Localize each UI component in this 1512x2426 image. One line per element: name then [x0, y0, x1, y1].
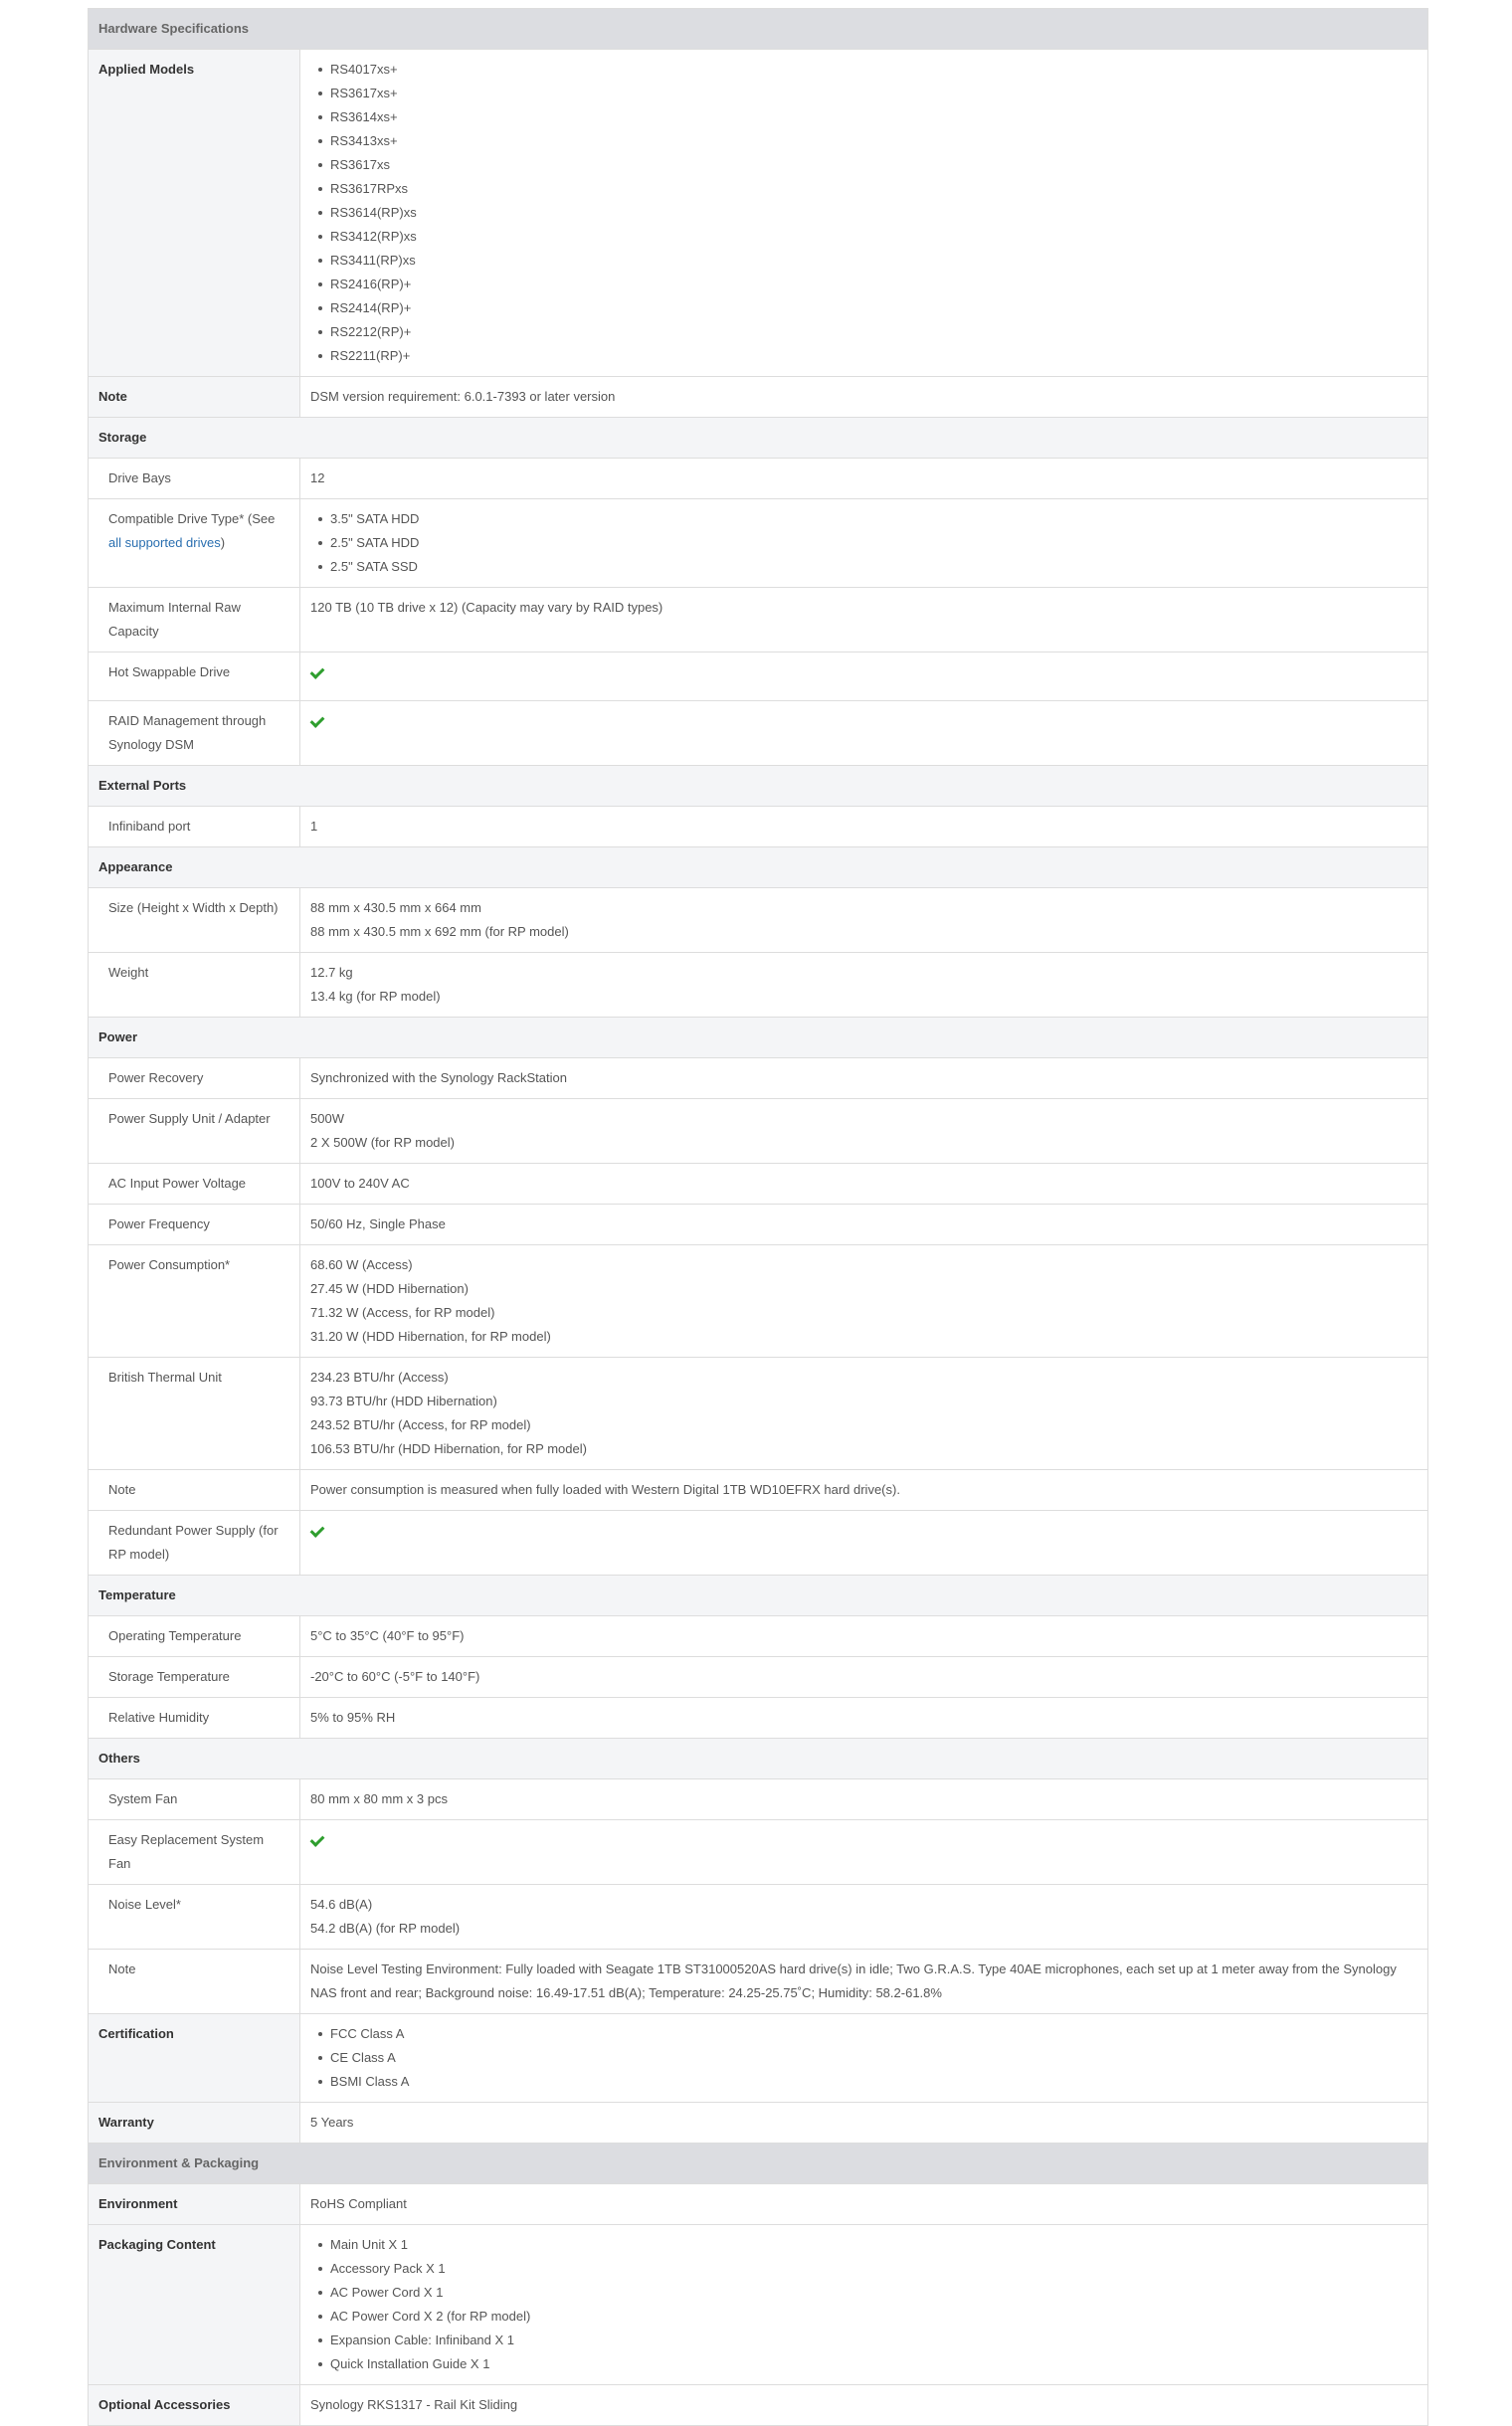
- spec-label: [89, 1698, 300, 1739]
- spec-label-text: Certification: [98, 2026, 174, 2041]
- spec-row-storage-temperature: [89, 1657, 1428, 1698]
- spec-label-text: Note: [98, 389, 127, 404]
- spec-label-text: Note: [108, 1961, 136, 1976]
- spec-value: [300, 1245, 1428, 1358]
- spec-value: [300, 1058, 1428, 1099]
- spec-row-easy-replacement-system-fan: [89, 1820, 1428, 1885]
- spec-label-text: Maximum Internal Raw Capacity: [108, 600, 241, 639]
- spec-value-line: Power consumption is measured when fully loaded with Western Digital 1TB WD10EFRX hard drive(s).: [310, 1482, 900, 1497]
- spec-value: [300, 459, 1428, 499]
- spec-value: [300, 1470, 1428, 1511]
- spec-value-line: 234.23 BTU/hr (Access): [310, 1370, 449, 1385]
- spec-row-operating-temperature: [89, 1616, 1428, 1657]
- spec-value: [300, 1950, 1428, 2014]
- spec-value-list: [310, 2022, 1418, 2094]
- spec-label: [89, 1779, 300, 1820]
- spec-value-line: 68.60 W (Access): [310, 1257, 413, 1272]
- spec-label-text: Drive Bays: [108, 470, 171, 485]
- spec-value-line: 243.52 BTU/hr (Access, for RP model): [310, 1417, 531, 1432]
- spec-label-text: System Fan: [108, 1791, 178, 1806]
- spec-value-line: 93.73 BTU/hr (HDD Hibernation): [310, 1394, 497, 1408]
- list-item: Accessory Pack X 1: [330, 2257, 1418, 2281]
- spec-value: [300, 1616, 1428, 1657]
- spec-row-infiniband-port: [89, 807, 1428, 847]
- spec-label: [89, 701, 300, 766]
- section-title: Environment & Packaging: [89, 2144, 1428, 2184]
- spec-label: [89, 1205, 300, 1245]
- spec-label: [89, 1099, 300, 1164]
- spec-value: [300, 1511, 1428, 1576]
- spec-label: [89, 588, 300, 653]
- spec-table-body: [89, 9, 1428, 2426]
- list-item: RS2416(RP)+: [330, 273, 1418, 296]
- list-item: 2.5" SATA SSD: [330, 555, 1418, 579]
- list-item: Quick Installation Guide X 1: [330, 2352, 1418, 2376]
- spec-label: [89, 953, 300, 1018]
- spec-value-list: [310, 2233, 1418, 2376]
- spec-value: [300, 1698, 1428, 1739]
- list-item: Expansion Cable: Infiniband X 1: [330, 2329, 1418, 2352]
- spec-label: [89, 2385, 300, 2426]
- spec-row-power-frequency: [89, 1205, 1428, 1245]
- spec-label-text: Noise Level*: [108, 1897, 181, 1912]
- spec-row-redundant-power-supply-for-rp-model: [89, 1511, 1428, 1576]
- spec-label-text: Storage Temperature: [108, 1669, 230, 1684]
- spec-value: [300, 1779, 1428, 1820]
- spec-label-text: Power Recovery: [108, 1070, 204, 1085]
- section-title: Appearance: [89, 847, 1428, 888]
- spec-label-text: Weight: [108, 965, 149, 980]
- spec-value: [300, 2385, 1428, 2426]
- spec-label: [89, 499, 300, 588]
- spec-label: [89, 459, 300, 499]
- spec-label: [89, 1657, 300, 1698]
- section-title: Temperature: [89, 1576, 1428, 1616]
- list-item: RS3614xs+: [330, 105, 1418, 129]
- section-title: Storage: [89, 418, 1428, 459]
- subsection-header-storage: [89, 418, 1428, 459]
- spec-row-power-supply-unit-adapter: [89, 1099, 1428, 1164]
- spec-label-text: Compatible Drive Type* (See: [108, 511, 276, 526]
- spec-label-text: Size (Height x Width x Depth): [108, 900, 279, 915]
- spec-value-list: [310, 507, 1418, 579]
- section-title: External Ports: [89, 766, 1428, 807]
- spec-value: [300, 1820, 1428, 1885]
- spec-value-line: 1: [310, 819, 318, 834]
- list-item: RS2212(RP)+: [330, 320, 1418, 344]
- list-item: RS3617RPxs: [330, 177, 1418, 201]
- spec-row-optional-accessories: [89, 2385, 1428, 2426]
- spec-row-hot-swappable-drive: [89, 653, 1428, 701]
- spec-value-line: 5°C to 35°C (40°F to 95°F): [310, 1628, 465, 1643]
- spec-value: [300, 888, 1428, 953]
- supported-drives-link[interactable]: all supported drives: [108, 535, 221, 550]
- checkmark-icon: [310, 660, 326, 684]
- spec-label: [89, 2103, 300, 2144]
- spec-row-power-recovery: [89, 1058, 1428, 1099]
- spec-value: [300, 588, 1428, 653]
- spec-value-line: 71.32 W (Access, for RP model): [310, 1305, 495, 1320]
- spec-value-line: 100V to 240V AC: [310, 1176, 410, 1191]
- spec-value-line: -20°C to 60°C (-5°F to 140°F): [310, 1669, 480, 1684]
- list-item: RS3614(RP)xs: [330, 201, 1418, 225]
- checkmark-icon: [310, 1828, 326, 1852]
- spec-label: [89, 1511, 300, 1576]
- list-item: BSMI Class A: [330, 2070, 1418, 2094]
- spec-label: [89, 653, 300, 701]
- spec-value: [300, 953, 1428, 1018]
- spec-row-size-height-x-width-x-depth: [89, 888, 1428, 953]
- spec-label-text: Redundant Power Supply (for RP model): [108, 1523, 279, 1562]
- list-item: 2.5" SATA HDD: [330, 531, 1418, 555]
- list-item: FCC Class A: [330, 2022, 1418, 2046]
- spec-label: [89, 1950, 300, 2014]
- spec-value: [300, 2225, 1428, 2385]
- spec-value-line: 12.7 kg: [310, 965, 353, 980]
- list-item: RS2211(RP)+: [330, 344, 1418, 368]
- spec-value: [300, 807, 1428, 847]
- spec-label: [89, 1616, 300, 1657]
- list-item: RS3412(RP)xs: [330, 225, 1418, 249]
- spec-value: [300, 1358, 1428, 1470]
- spec-row-system-fan: [89, 1779, 1428, 1820]
- spec-value: [300, 2103, 1428, 2144]
- spec-value-line: DSM version requirement: 6.0.1-7393 or later version: [310, 389, 616, 404]
- spec-value: [300, 1885, 1428, 1950]
- list-item: RS3411(RP)xs: [330, 249, 1418, 273]
- spec-row-maximum-internal-raw-capacity: [89, 588, 1428, 653]
- subsection-header-others: [89, 1739, 1428, 1779]
- spec-row-relative-humidity: [89, 1698, 1428, 1739]
- subsection-header-appearance: [89, 847, 1428, 888]
- spec-value-line: 54.2 dB(A) (for RP model): [310, 1921, 461, 1936]
- spec-value-line: 27.45 W (HDD Hibernation): [310, 1281, 469, 1296]
- list-item: CE Class A: [330, 2046, 1418, 2070]
- subsection-header-power: [89, 1018, 1428, 1058]
- list-item: AC Power Cord X 1: [330, 2281, 1418, 2305]
- spec-row-environment: [89, 2184, 1428, 2225]
- subsection-header-external-ports: [89, 766, 1428, 807]
- spec-label-text: Infiniband port: [108, 819, 191, 834]
- spec-value-line: 12: [310, 470, 325, 485]
- spec-label: [89, 888, 300, 953]
- spec-label-text: Warranty: [98, 2115, 154, 2130]
- spec-row-packaging-content: [89, 2225, 1428, 2385]
- spec-row-drive-bays: [89, 459, 1428, 499]
- checkmark-icon: [310, 709, 326, 733]
- spec-value-list: [310, 58, 1418, 368]
- list-item: Main Unit X 1: [330, 2233, 1418, 2257]
- spec-row-compatible-drive-type-see-all-supported-drives: [89, 499, 1428, 588]
- spec-value-line: 120 TB (10 TB drive x 12) (Capacity may vary by RAID types): [310, 600, 663, 615]
- spec-value: [300, 1099, 1428, 1164]
- spec-value-line: Noise Level Testing Environment: Fully loaded with Seagate 1TB ST31000520AS hard drive(s) in idle; Two G.R.A.S. Type 40AE microphones, each set up at 1 meter away from the Synology NAS front and rear; Background noise: 16.49-17.51 dB(A); Temperature: 24.25-25.75˚C; Humidity: 58.2-61.8%: [310, 1961, 1397, 2000]
- spec-label: [89, 2184, 300, 2225]
- spec-label-text: Hot Swappable Drive: [108, 664, 231, 679]
- spec-value-line: Synology RKS1317 - Rail Kit Sliding: [310, 2397, 518, 2412]
- spec-label: [89, 1245, 300, 1358]
- spec-row-ac-input-power-voltage: [89, 1164, 1428, 1205]
- spec-value-line: 80 mm x 80 mm x 3 pcs: [310, 1791, 448, 1806]
- spec-label: [89, 1164, 300, 1205]
- spec-label-text: Optional Accessories: [98, 2397, 231, 2412]
- section-title: Power: [89, 1018, 1428, 1058]
- list-item: AC Power Cord X 2 (for RP model): [330, 2305, 1418, 2329]
- spec-value-line: 50/60 Hz, Single Phase: [310, 1216, 446, 1231]
- spec-label: [89, 2225, 300, 2385]
- spec-label-text: Note: [108, 1482, 136, 1497]
- spec-label: [89, 1058, 300, 1099]
- spec-label-text: Applied Models: [98, 62, 195, 77]
- spec-value-line: 13.4 kg (for RP model): [310, 989, 441, 1004]
- spec-label-text: Relative Humidity: [108, 1710, 210, 1725]
- spec-label: [89, 1358, 300, 1470]
- spec-row-power-consumption: [89, 1245, 1428, 1358]
- spec-table: [88, 8, 1428, 2426]
- spec-value: [300, 1164, 1428, 1205]
- spec-row-certification: [89, 2014, 1428, 2103]
- spec-value: [300, 653, 1428, 701]
- spec-label: [89, 1885, 300, 1950]
- subsection-header-temperature: [89, 1576, 1428, 1616]
- spec-value-line: 88 mm x 430.5 mm x 664 mm: [310, 900, 481, 915]
- spec-row-british-thermal-unit: [89, 1358, 1428, 1470]
- spec-label: [89, 377, 300, 418]
- spec-label-text: Packaging Content: [98, 2237, 216, 2252]
- spec-value-line: 2 X 500W (for RP model): [310, 1135, 455, 1150]
- spec-value-line: Synchronized with the Synology RackStation: [310, 1070, 567, 1085]
- spec-value: [300, 377, 1428, 418]
- spec-value-line: 88 mm x 430.5 mm x 692 mm (for RP model): [310, 924, 569, 939]
- checkmark-icon: [310, 1519, 326, 1543]
- spec-row-warranty: [89, 2103, 1428, 2144]
- spec-row-applied-models: [89, 50, 1428, 377]
- spec-value: [300, 2184, 1428, 2225]
- spec-label-text: Operating Temperature: [108, 1628, 242, 1643]
- spec-row-raid-management-through-synology-dsm: [89, 701, 1428, 766]
- spec-label-text: Power Supply Unit / Adapter: [108, 1111, 271, 1126]
- spec-row-noise-level: [89, 1885, 1428, 1950]
- spec-value: [300, 1657, 1428, 1698]
- list-item: RS3617xs+: [330, 82, 1418, 105]
- spec-value-line: 31.20 W (HDD Hibernation, for RP model): [310, 1329, 551, 1344]
- spec-value-line: 5% to 95% RH: [310, 1710, 396, 1725]
- spec-value-line: 500W: [310, 1111, 344, 1126]
- list-item: RS3413xs+: [330, 129, 1418, 153]
- spec-label-text: AC Input Power Voltage: [108, 1176, 247, 1191]
- spec-value-line: 54.6 dB(A): [310, 1897, 373, 1912]
- spec-value-line: 5 Years: [310, 2115, 354, 2130]
- spec-label-text: British Thermal Unit: [108, 1370, 222, 1385]
- spec-row-note: [89, 1950, 1428, 2014]
- spec-label: [89, 1470, 300, 1511]
- list-item: 3.5" SATA HDD: [330, 507, 1418, 531]
- spec-label-tail: ): [220, 535, 226, 550]
- spec-label: [89, 2014, 300, 2103]
- spec-value-line: 106.53 BTU/hr (HDD Hibernation, for RP model): [310, 1441, 587, 1456]
- section-header-hardware-specifications: [89, 9, 1428, 50]
- spec-value-line: RoHS Compliant: [310, 2196, 407, 2211]
- spec-value: [300, 1205, 1428, 1245]
- spec-label-text: Power Frequency: [108, 1216, 210, 1231]
- spec-row-note: [89, 377, 1428, 418]
- list-item: RS3617xs: [330, 153, 1418, 177]
- section-title: Hardware Specifications: [89, 9, 1428, 50]
- spec-value: [300, 701, 1428, 766]
- spec-value: [300, 2014, 1428, 2103]
- spec-label-text: Easy Replacement System Fan: [108, 1832, 265, 1871]
- section-header-environment-packaging: [89, 2144, 1428, 2184]
- list-item: RS2414(RP)+: [330, 296, 1418, 320]
- spec-label-text: Environment: [98, 2196, 178, 2211]
- section-title: Others: [89, 1739, 1428, 1779]
- spec-value: [300, 499, 1428, 588]
- spec-row-weight: [89, 953, 1428, 1018]
- spec-label: [89, 807, 300, 847]
- spec-label: [89, 50, 300, 377]
- spec-value: [300, 50, 1428, 377]
- list-item: RS4017xs+: [330, 58, 1418, 82]
- spec-label: [89, 1820, 300, 1885]
- spec-label-text: RAID Management through Synology DSM: [108, 713, 267, 752]
- spec-row-note: [89, 1470, 1428, 1511]
- spec-label-text: Power Consumption*: [108, 1257, 231, 1272]
